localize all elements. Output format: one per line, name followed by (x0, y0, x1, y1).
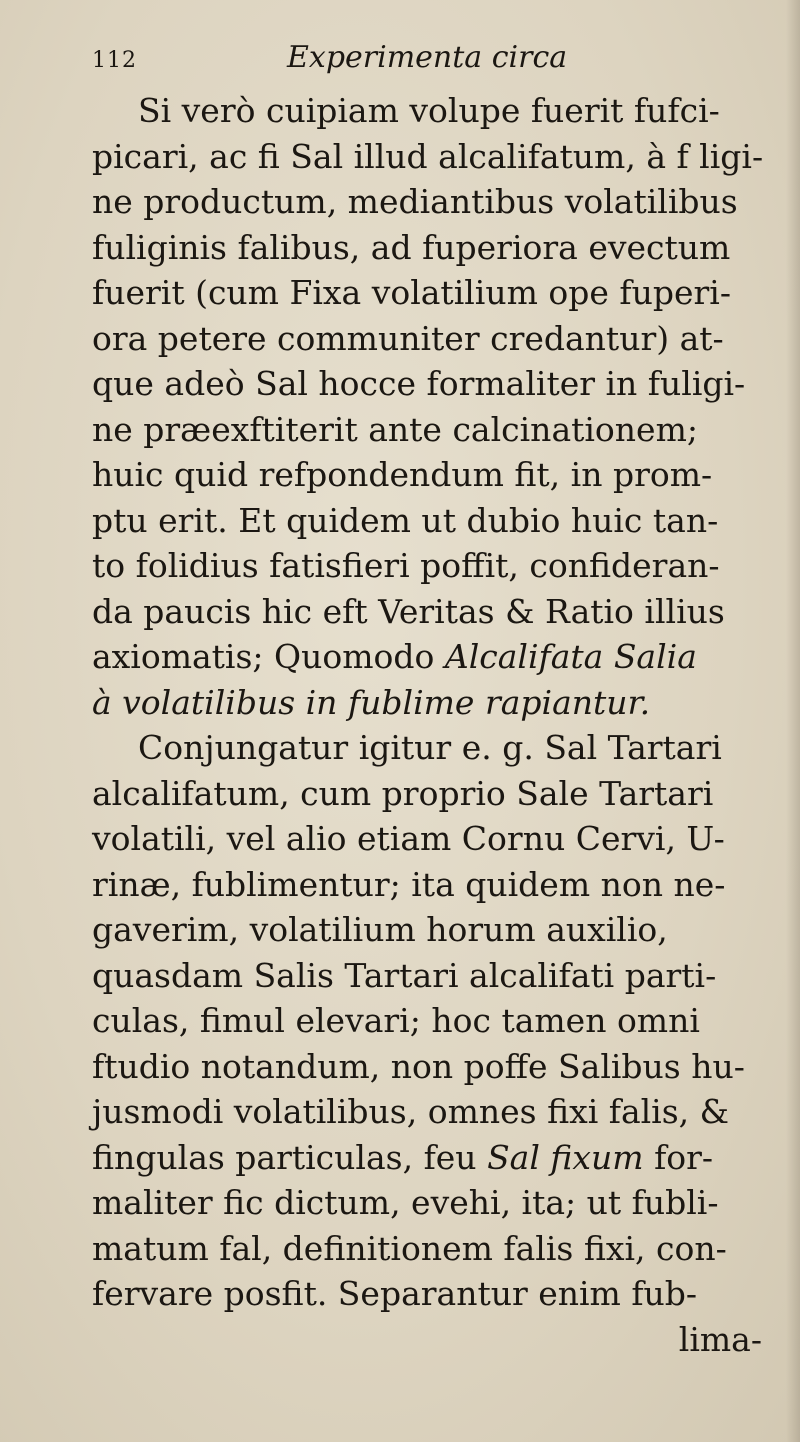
text-line: fuliginis falibus, ad fuperiora evectum (92, 227, 731, 267)
text-line: que adeò Sal hocce formaliter in fuligi- (92, 364, 746, 403)
text-segment: fingulas particulas, feu (92, 1137, 477, 1177)
text-line: huic quid refpondendum fit, in prom- (92, 455, 713, 494)
text-line: volatili, vel alio etiam Cornu Cervi, U- (92, 819, 725, 858)
text-line: ptu erit. Et quidem ut dubio huic tan- (92, 500, 719, 540)
text-line: ne præexftiterit ante calcinationem; (92, 409, 698, 449)
page-header (92, 40, 712, 80)
text-line: fuerit (cum Fixa volatilium ope fuperi- (92, 273, 732, 312)
text-line: da paucis hic eft Veritas & Ratio illius (92, 591, 725, 631)
running-title: Experimenta circa (287, 40, 568, 75)
text-line: maliter fic dictum, evehi, ita; ut fubli- (92, 1183, 719, 1222)
text-line: jusmodi volatilibus, omnes fixi falis, & (92, 1092, 730, 1131)
text-line (92, 634, 792, 680)
text-segment: for- (654, 1137, 714, 1177)
text-line: quasdam Salis Tartari alcalifati parti- (92, 955, 717, 995)
text-line: matum fal, definitionem falis fixi, con- (92, 1228, 727, 1268)
text-line: ftudio notandum, non poffe Salibus hu- (92, 1046, 745, 1086)
text-line: to folidius fatisfieri poffit, confideran- (92, 546, 720, 585)
page-number: 112 (92, 48, 137, 73)
text-line: fervare posfit. Separantur enim fub- (92, 1274, 698, 1313)
text-line: rinæ, fublimentur; ita quidem non ne- (92, 864, 726, 904)
text-line: culas, fimul elevari; hoc tamen omni (92, 1001, 700, 1040)
text-line: Si verò cuipiam volupe fuerit fufci- (138, 91, 720, 130)
text-line: ora petere communiter credantur) at- (92, 318, 724, 358)
text-line: picari, ac fi Sal illud alcalifatum, à f ligi- (92, 136, 764, 176)
catchword: lima- (678, 1319, 762, 1359)
text-line: gaverim, volatilium horum auxilio, (92, 910, 668, 949)
text-line: ne productum, mediantibus volatilibus (92, 182, 738, 221)
text-segment: axiomatis; Quomodo (92, 637, 435, 676)
text-line-italic: à volatilibus in fublime rapiantur. (92, 682, 651, 722)
italic-phrase: Alcalifata Salia (444, 637, 697, 676)
text-line: alcalifatum, cum proprio Sale Tartari (92, 773, 714, 813)
text-line (92, 1135, 792, 1181)
body-text (92, 88, 792, 1362)
italic-phrase: Sal fixum (487, 1137, 644, 1177)
text-line: Conjungatur igitur e. g. Sal Tartari (138, 728, 722, 767)
